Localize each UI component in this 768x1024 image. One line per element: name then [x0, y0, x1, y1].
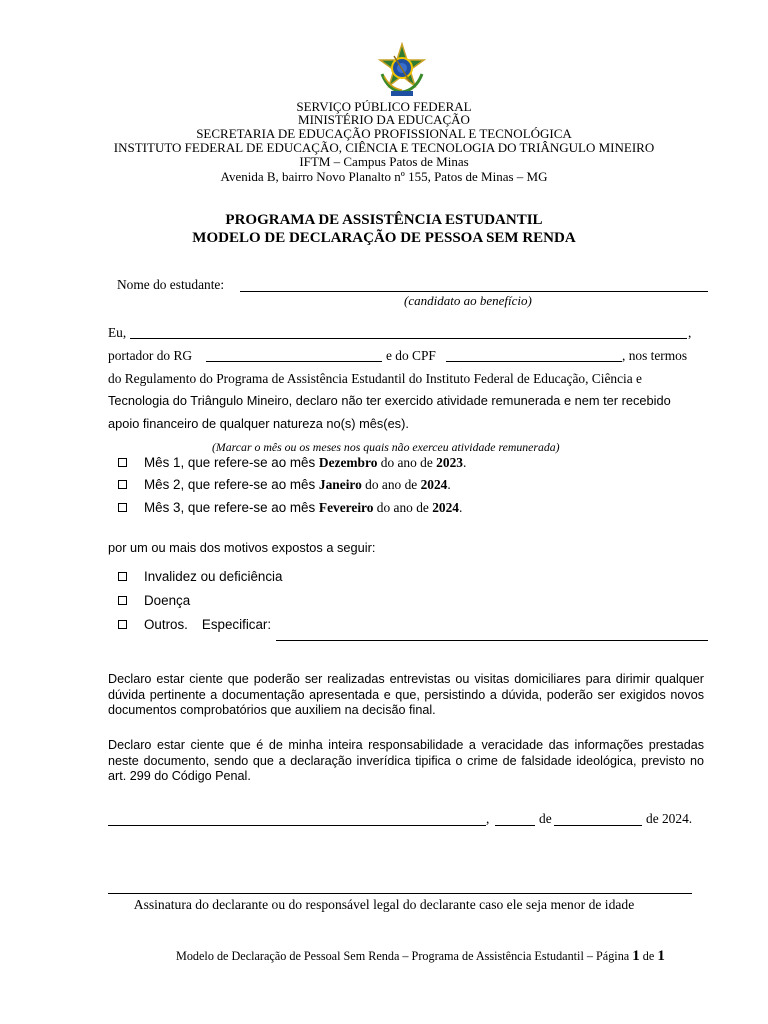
page-subtitle: MODELO DE DECLARAÇÃO DE PESSOA SEM RENDA — [192, 230, 576, 246]
month-1-year: 2023 — [436, 455, 463, 470]
student-name-field[interactable] — [240, 291, 708, 292]
footer-page-total: 1 — [657, 948, 665, 964]
month-2-mid: do ano de — [361, 477, 421, 492]
month-option-2[interactable] — [118, 476, 451, 494]
signature-field[interactable] — [108, 893, 692, 894]
month-1-name: Dezembro — [318, 455, 378, 470]
month-2-year: 2024 — [420, 477, 448, 492]
month-2-post: . — [447, 477, 451, 492]
month-3-year: 2024 — [432, 500, 459, 515]
paragraph-responsibility: Declaro estar ciente que é de minha inteira responsabilidade a veracidade das informações prestadas neste documento, sendo que a declaração inverídica tipifica o crime de falsidade ideológica, previsto no art. 299 do Código Penal. — [108, 738, 704, 783]
header-line-1: SERVIÇO PÚBLICO FEDERAL — [296, 99, 472, 114]
declaration-line-3: do Regulamento do Programa de Assistência Estudantil do Instituto Federal de Educação, Ciência e — [108, 371, 642, 386]
brazil-coat-of-arms-emblem — [374, 42, 430, 98]
reasons-intro: por um ou mais dos motivos expostos a seguir: — [108, 540, 376, 555]
student-name-label: Nome do estudante: — [117, 277, 225, 292]
signature-caption: Assinatura do declarante ou do responsável legal do declarante caso ele seja menor de idade — [133, 897, 635, 912]
page-footer — [176, 948, 665, 965]
header-line-2: MINISTÉRIO DA EDUCAÇÃO — [298, 112, 470, 127]
month-2-prefix: Mês 2, que refere-se ao mês — [144, 477, 319, 492]
declarant-name-field[interactable] — [130, 338, 687, 339]
cpf-label: e do CPF — [386, 348, 436, 363]
declarant-suffix: , — [688, 325, 692, 340]
month-option-1[interactable] — [118, 454, 466, 472]
city-field[interactable] — [108, 825, 486, 826]
header-line-5: IFTM – Campus Patos de Minas — [299, 154, 469, 169]
month-3-name: Fevereiro — [318, 500, 374, 515]
cpf-field[interactable] — [446, 361, 622, 362]
checkbox-other[interactable] — [118, 620, 127, 629]
reason-other-label: Outros. — [144, 617, 188, 632]
checkbox-month-2[interactable] — [118, 480, 127, 489]
declarant-prefix: Eu, — [108, 325, 127, 340]
declaration-line-4: Tecnologia do Triângulo Mineiro, declaro não ter exercido atividade remunerada e nem ter recebido — [108, 393, 671, 408]
month-3-mid: do ano de — [373, 500, 433, 515]
header-line-3: SECRETARIA DE EDUCAÇÃO PROFISSIONAL E TECNOLÓGICA — [196, 126, 572, 141]
month-1-mid: do ano de — [377, 455, 437, 470]
student-name-caption: (candidato ao benefício) — [404, 293, 532, 308]
checkbox-illness[interactable] — [118, 596, 127, 605]
month-1-post: . — [462, 455, 467, 470]
checkbox-month-3[interactable] — [118, 503, 127, 512]
cpf-suffix: , nos termos — [622, 348, 688, 363]
declaration-line-5: apoio financeiro de qualquer natureza no(s) mês(es). — [108, 416, 409, 431]
footer-of: de — [642, 949, 655, 963]
month-2-name: Janeiro — [318, 477, 362, 492]
footer-text: Modelo de Declaração de Pessoal Sem Renda – Programa de Assistência Estudantil – Página — [176, 949, 630, 963]
reason-option-disability[interactable] — [118, 568, 282, 586]
reason-illness-label: Doença — [144, 593, 191, 608]
month-field[interactable] — [554, 825, 642, 826]
month-3-post: . — [458, 500, 463, 515]
page-title: PROGRAMA DE ASSISTÊNCIA ESTUDANTIL — [225, 212, 543, 228]
checkbox-month-1[interactable] — [118, 458, 127, 467]
month-instruction: (Marcar o mês ou os meses nos quais não exerceu atividade remunerada) — [212, 440, 560, 454]
date-year: de 2024. — [646, 811, 693, 826]
specify-field[interactable] — [276, 640, 708, 641]
header-line-4: INSTITUTO FEDERAL DE EDUCAÇÃO, CIÊNCIA E TECNOLOGIA DO TRIÂNGULO MINEIRO — [113, 140, 655, 155]
month-option-3[interactable] — [118, 499, 462, 517]
date-de-1: de — [539, 811, 552, 826]
paragraph-interviews: Declaro estar ciente que poderão ser realizadas entrevistas ou visitas domiciliares para dirimir qualquer dúvida pertinente a documentação apresentada e que, persistindo a dúvida, poderão ser exigidos novos documentos comprobatórios que auxiliem na decisão final. — [108, 672, 704, 717]
day-field[interactable] — [495, 825, 535, 826]
header-line-6: Avenida B, bairro Novo Planalto nº 155, Patos de Minas – MG — [220, 169, 548, 184]
footer-page-number: 1 — [632, 948, 640, 964]
checkbox-disability[interactable] — [118, 572, 127, 581]
reason-option-illness[interactable] — [118, 592, 190, 610]
rg-field[interactable] — [206, 361, 382, 362]
reason-option-other[interactable] — [118, 616, 271, 634]
rg-label: portador do RG — [108, 348, 193, 363]
month-3-prefix: Mês 3, que refere-se ao mês — [144, 500, 319, 515]
reason-disability-label: Invalidez ou deficiência — [144, 569, 283, 584]
month-1-prefix: Mês 1, que refere-se ao mês — [144, 455, 319, 470]
reason-specify-label: Especificar: — [201, 617, 272, 632]
